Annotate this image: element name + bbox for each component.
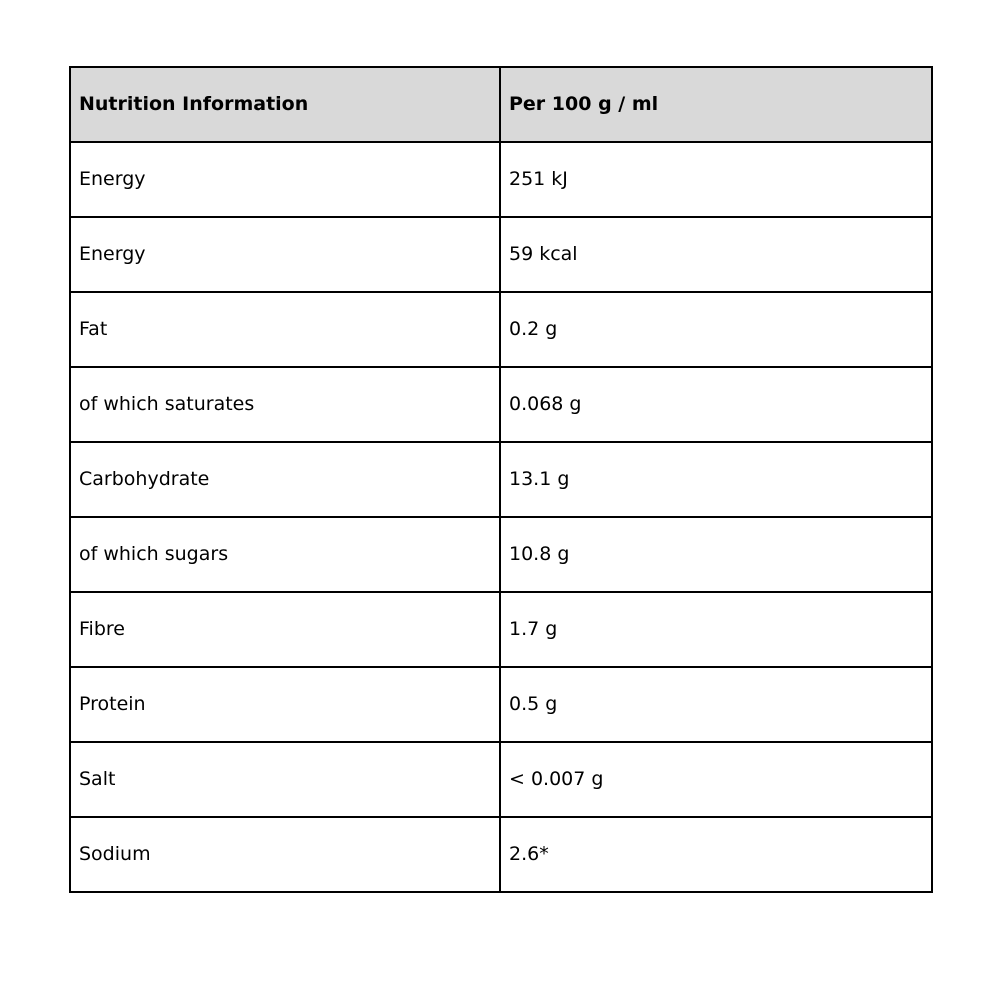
table-row [70, 817, 932, 892]
nutrition-table [69, 66, 933, 893]
row-label: Fibre [70, 592, 500, 667]
table-row [70, 217, 932, 292]
row-value: < 0.007 g [500, 742, 932, 817]
row-value: 0.2 g [500, 292, 932, 367]
header-nutrition-information: Nutrition Information [70, 67, 500, 142]
table-row [70, 742, 932, 817]
row-value: 1.7 g [500, 592, 932, 667]
table-body [70, 142, 932, 892]
row-label: Sodium [70, 817, 500, 892]
row-value: 2.6* [500, 817, 932, 892]
table-row [70, 142, 932, 217]
row-label: Salt [70, 742, 500, 817]
row-value: 251 kJ [500, 142, 932, 217]
row-label: Fat [70, 292, 500, 367]
row-label: Protein [70, 667, 500, 742]
row-label: Carbohydrate [70, 442, 500, 517]
row-label: Energy [70, 142, 500, 217]
table-row [70, 592, 932, 667]
row-value: 0.068 g [500, 367, 932, 442]
table-row [70, 517, 932, 592]
header-per-100g: Per 100 g / ml [500, 67, 932, 142]
row-value: 10.8 g [500, 517, 932, 592]
table-row [70, 442, 932, 517]
row-value: 59 kcal [500, 217, 932, 292]
row-value: 0.5 g [500, 667, 932, 742]
table-row [70, 367, 932, 442]
table-header [70, 67, 932, 142]
table-header-row [70, 67, 932, 142]
row-value: 13.1 g [500, 442, 932, 517]
row-label: Energy [70, 217, 500, 292]
row-label: of which sugars [70, 517, 500, 592]
table-row [70, 667, 932, 742]
table-row [70, 292, 932, 367]
row-label: of which saturates [70, 367, 500, 442]
